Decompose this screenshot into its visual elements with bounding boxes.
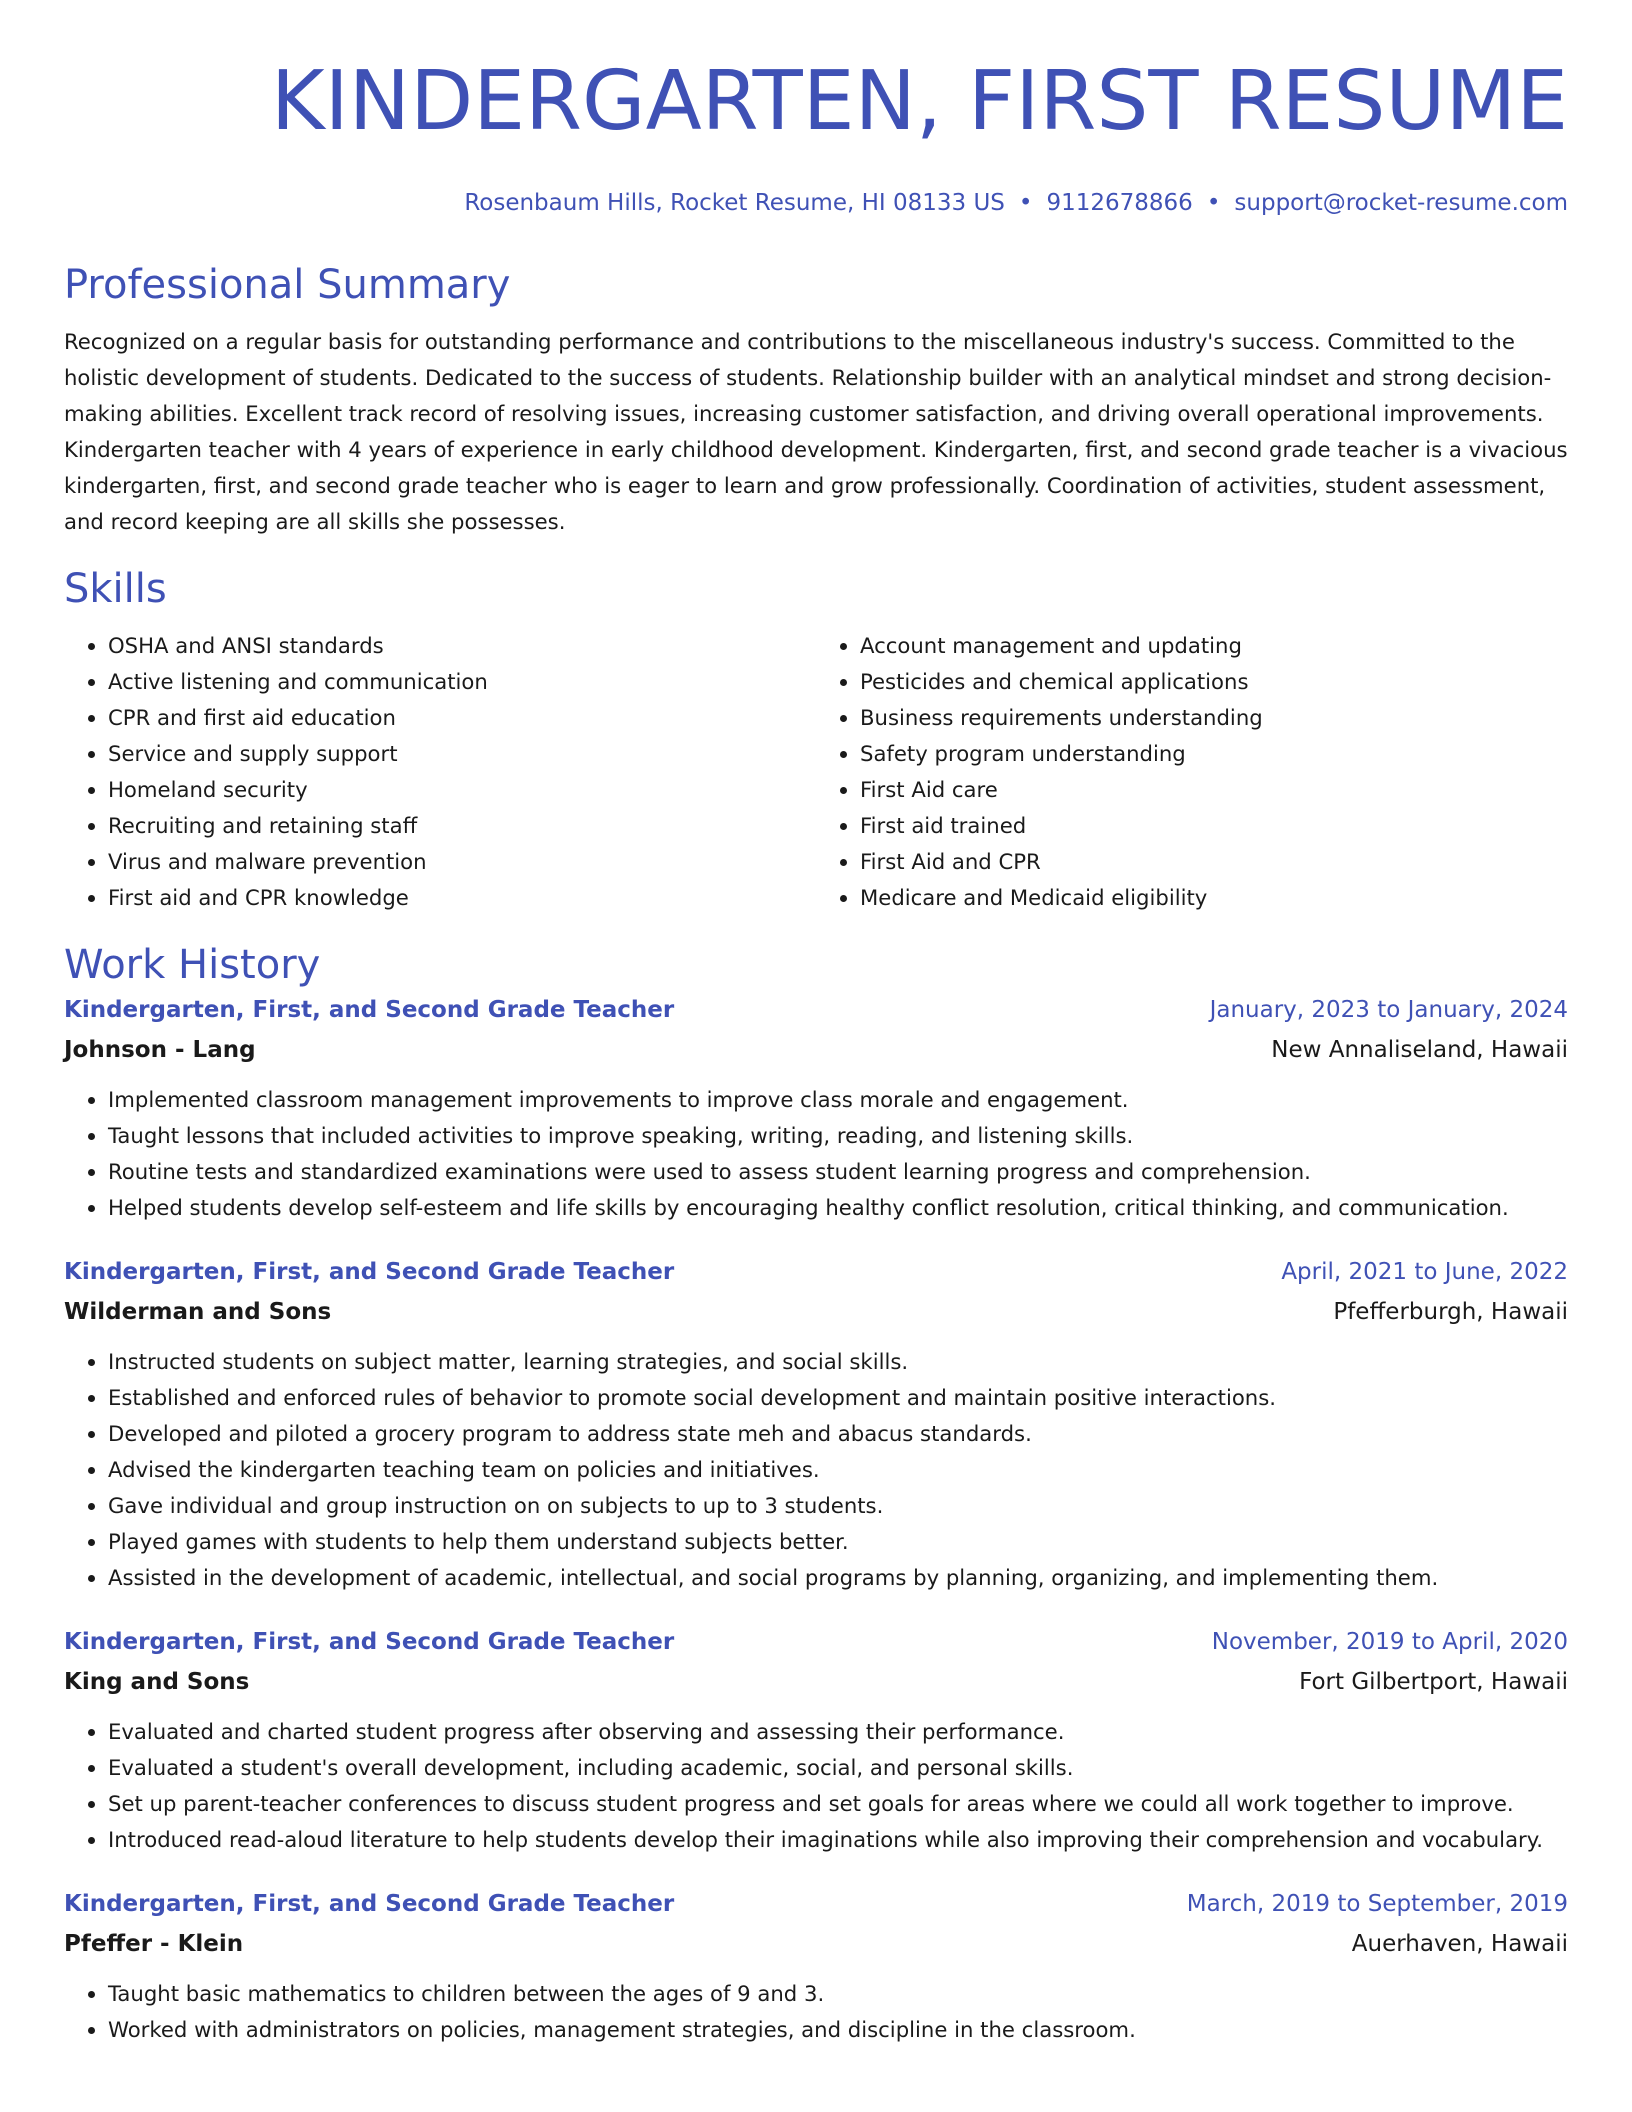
skill-item: • OSHA and ANSI standards: [108, 628, 816, 664]
job-company-row: [64, 1662, 1568, 1702]
skill-item: • Medicare and Medicaid eligibility: [860, 880, 1568, 916]
job-company-row: [64, 1924, 1568, 1964]
contact-line: [64, 188, 1568, 218]
job-location: Auerhaven, Hawaii: [1351, 1931, 1568, 1957]
job-title: Kindergarten, First, and Second Grade Teacher: [64, 1629, 675, 1655]
skill-item: • Recruiting and retaining staff: [108, 808, 816, 844]
skill-item: • Pesticides and chemical applications: [860, 664, 1568, 700]
skill-item: • CPR and first aid education: [108, 700, 816, 736]
address: Rosenbaum Hills, Rocket Resume, HI 08133 US: [464, 190, 1005, 216]
skills-column-right: [816, 628, 1568, 916]
job-company: Pfeffer - Klein: [64, 1931, 244, 1957]
skills-heading: Skills: [64, 566, 167, 612]
job-header-row: [64, 990, 1568, 1030]
job-company-row: [64, 1030, 1568, 1070]
job-bullets: [64, 1082, 1568, 1226]
candidate-name: KINDERGARTEN, FIRST RESUME: [270, 54, 1568, 149]
job-entry: [64, 990, 1568, 1226]
skill-item: • Business requirements understanding: [860, 700, 1568, 736]
job-bullet: • Helped students develop self-esteem and life skills by encouraging healthy conflict resolution, critical thinking, and communication.: [108, 1190, 1568, 1226]
email: support@rocket-resume.com: [1234, 190, 1568, 216]
job-location: Pfefferburgh, Hawaii: [1333, 1299, 1568, 1325]
job-bullet: • Implemented classroom management improvements to improve class morale and engagement.: [108, 1082, 1568, 1118]
job-bullet: • Played games with students to help them understand subjects better.: [108, 1524, 1568, 1560]
skill-item: • First aid trained: [860, 808, 1568, 844]
job-company: King and Sons: [64, 1669, 250, 1695]
job-bullet: • Routine tests and standardized examinations were used to assess student learning progress and comprehension.: [108, 1154, 1568, 1190]
job-bullet: • Established and enforced rules of behavior to promote social development and maintain positive interactions.: [108, 1380, 1568, 1416]
job-company-row: [64, 1292, 1568, 1332]
skill-item: • Homeland security: [108, 772, 816, 808]
job-bullet: • Gave individual and group instruction on on subjects to up to 3 students.: [108, 1488, 1568, 1524]
skill-item: • Account management and updating: [860, 628, 1568, 664]
job-bullet: • Introduced read-aloud literature to help students develop their imaginations while also improving their comprehension and vocabulary.: [108, 1822, 1568, 1858]
job-location: Fort Gilbertport, Hawaii: [1299, 1669, 1568, 1695]
job-bullet: • Assisted in the development of academic, intellectual, and social programs by planning, organizing, and implementing them.: [108, 1560, 1568, 1596]
skill-item: • Active listening and communication: [108, 664, 816, 700]
job-bullets: [64, 1976, 1568, 2048]
skills-list: [64, 628, 1568, 916]
contact-separator: •: [1206, 190, 1221, 216]
job-title: Kindergarten, First, and Second Grade Teacher: [64, 997, 675, 1023]
contact-separator: •: [1018, 190, 1033, 216]
summary-heading: Professional Summary: [64, 262, 511, 308]
job-bullet: • Worked with administrators on policies, management strategies, and discipline in the classroom.: [108, 2012, 1568, 2048]
job-company: Johnson - Lang: [64, 1037, 256, 1063]
skill-item: • Virus and malware prevention: [108, 844, 816, 880]
skill-item: • First Aid and CPR: [860, 844, 1568, 880]
job-bullet: • Developed and piloted a grocery program to address state meh and abacus standards.: [108, 1416, 1568, 1452]
job-location: New Annaliseland, Hawaii: [1271, 1037, 1568, 1063]
job-header-row: [64, 1252, 1568, 1292]
job-bullet: • Evaluated and charted student progress after observing and assessing their performance.: [108, 1714, 1568, 1750]
job-company: Wilderman and Sons: [64, 1299, 332, 1325]
job-bullet: • Evaluated a student's overall development, including academic, social, and personal skills.: [108, 1750, 1568, 1786]
job-header-row: [64, 1884, 1568, 1924]
job-title: Kindergarten, First, and Second Grade Teacher: [64, 1891, 675, 1917]
job-entry: [64, 1252, 1568, 1596]
work-history-heading: Work History: [64, 942, 321, 988]
skill-item: • First Aid care: [860, 772, 1568, 808]
job-dates: January, 2023 to January, 2024: [1209, 997, 1568, 1023]
job-bullet: • Instructed students on subject matter, learning strategies, and social skills.: [108, 1344, 1568, 1380]
skills-column-left: [64, 628, 816, 916]
job-bullet: • Set up parent-teacher conferences to discuss student progress and set goals for areas where we could all work together to improve.: [108, 1786, 1568, 1822]
phone: 9112678866: [1046, 190, 1193, 216]
job-entry: [64, 1884, 1568, 2048]
skill-item: • Safety program understanding: [860, 736, 1568, 772]
job-title: Kindergarten, First, and Second Grade Teacher: [64, 1259, 675, 1285]
job-entry: [64, 1622, 1568, 1858]
work-history-list: [64, 990, 1568, 2048]
job-dates: March, 2019 to September, 2019: [1186, 1891, 1568, 1917]
skill-item: • First aid and CPR knowledge: [108, 880, 816, 916]
job-dates: April, 2021 to June, 2022: [1281, 1259, 1568, 1285]
job-header-row: [64, 1622, 1568, 1662]
resume-header: [64, 0, 1568, 218]
job-dates: November, 2019 to April, 2020: [1211, 1629, 1568, 1655]
job-bullets: [64, 1344, 1568, 1596]
job-bullet: • Taught basic mathematics to children between the ages of 9 and 3.: [108, 1976, 1568, 2012]
skill-item: • Service and supply support: [108, 736, 816, 772]
job-bullets: [64, 1714, 1568, 1858]
job-bullet: • Advised the kindergarten teaching team on policies and initiatives.: [108, 1452, 1568, 1488]
summary-text: Recognized on a regular basis for outstanding performance and contributions to the miscellaneous industry's success. Committed to the holistic development of students. Dedicated to the success of students. Relationship builder with an analytical mindset and strong decision-making abilities. Excellent track record of resolving issues, increasing customer satisfaction, and driving overall operational improvements. Kindergarten teacher with 4 years of experience in early childhood development. Kindergarten, first, and second grade teacher is a vivacious kindergarten, first, and second grade teacher who is eager to learn and grow professionally. Coordination of activities, student assessment, and record keeping are all skills she possesses.: [64, 329, 1568, 534]
job-bullet: • Taught lessons that included activities to improve speaking, writing, reading, and listening skills.: [108, 1118, 1568, 1154]
